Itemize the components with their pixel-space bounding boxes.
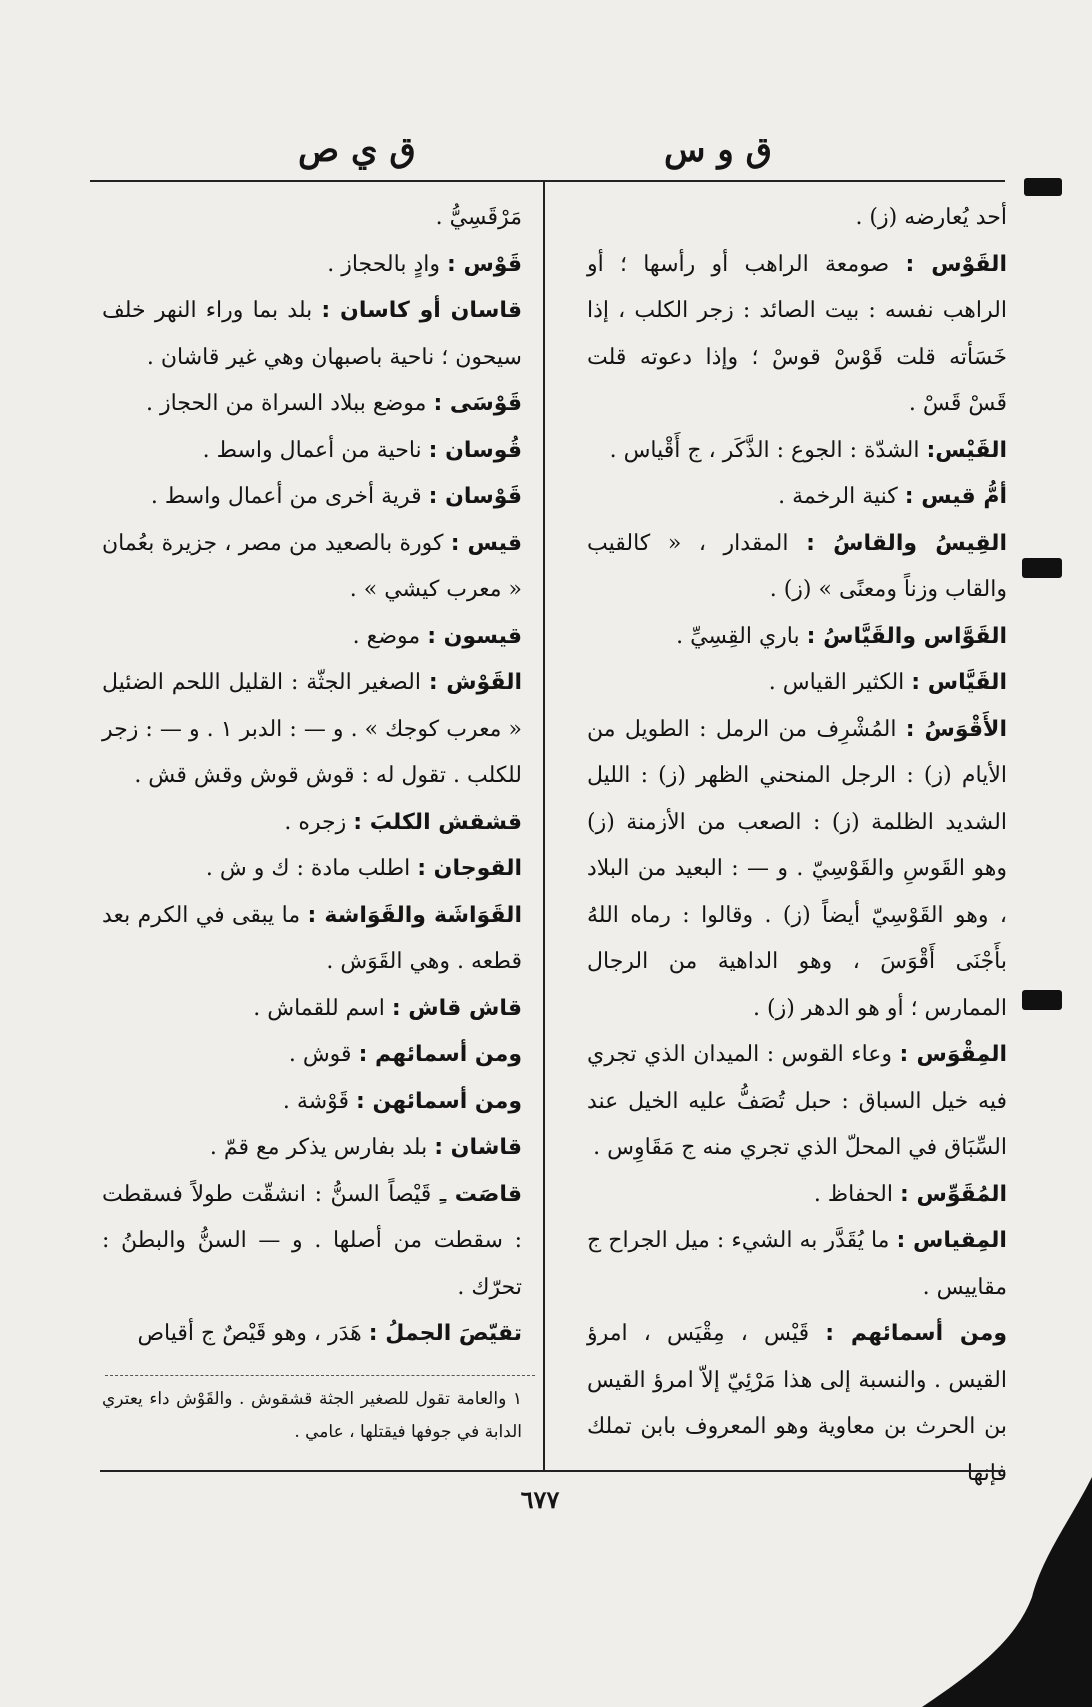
dictionary-entry xyxy=(102,1311,522,1358)
dictionary-entry xyxy=(587,1218,1007,1311)
torn-corner xyxy=(922,1477,1092,1707)
entry-definition: المقدار ، « كالقيب والقاب xyxy=(587,530,1007,602)
dictionary-entry xyxy=(587,521,1007,614)
entry-definition: الحفاظ . xyxy=(813,1181,893,1207)
entry-definition: بلد بما وراء النهر خلف xyxy=(102,298,313,323)
ink-blot xyxy=(1022,990,1062,1010)
entry-continuation: وزناً ومعنًى » (ز) . xyxy=(769,577,939,602)
entry-headword: قَوْس : xyxy=(446,251,522,277)
entry-headword: تقيّصَ الجملُ : xyxy=(368,1321,522,1346)
dictionary-entry xyxy=(102,1032,522,1079)
dictionary-entry xyxy=(587,428,1007,475)
dictionary-entry xyxy=(102,800,522,847)
entry-definition: الشدّة : الجوع : الذَّكَر ، ج أَقْياس . xyxy=(609,437,920,463)
entry-headword: المِقْوَس : xyxy=(899,1042,1007,1067)
dictionary-entry xyxy=(102,288,522,381)
dictionary-entry xyxy=(102,195,522,242)
running-head-right: ق و س xyxy=(664,130,772,170)
entry-continuation: سقطت من أصلها . و — السنُّ والبطنُ : تحرّك . xyxy=(102,1228,522,1300)
top-rule xyxy=(90,180,1005,182)
entry-headword: قيسون : xyxy=(427,623,522,649)
footnote-separator xyxy=(105,1375,535,1376)
dictionary-entry xyxy=(102,1125,522,1172)
entry-definition: وعاء القوس : الميدان الذي تجري xyxy=(587,1042,893,1067)
dictionary-entry xyxy=(102,242,522,289)
dictionary-entry xyxy=(102,614,522,661)
entry-definition: ما يبقى في الكرم بعد xyxy=(102,902,301,928)
entry-headword: المِقياس : xyxy=(896,1228,1007,1253)
entry-definition: الصغير الجثّة : القليل اللحم الضئيل xyxy=(102,670,421,695)
footnote: ١ والعامة تقول للصغير الجثة قشقوش . والقَوْش داء يعتري الدابة في جوفها فيقتلها ، عامي . xyxy=(102,1389,522,1442)
dictionary-entry xyxy=(102,381,522,428)
dictionary-entry xyxy=(102,893,522,986)
dictionary-entry xyxy=(587,1032,1007,1172)
entry-headword: الأَقْوَسُ : xyxy=(905,716,1007,742)
dictionary-entry xyxy=(587,707,1007,1033)
entry-definition: هَدَر ، وهو قَيْصٌ ج أقياص xyxy=(137,1321,362,1346)
entry-continuation: والنسبة إلى هذا مَرْئِيّ إلاّ امرؤ القيس بن الحرث بن معاوية وهو المعروف بابن تملك فإنها xyxy=(587,1367,1007,1486)
entry-definition: ـِ قَيْصاً السنُّ : انشقّت طولاً فسقطت : xyxy=(102,1181,522,1253)
entry-definition: اطلب مادة : ك و ش . xyxy=(205,856,411,881)
ink-blot xyxy=(1024,178,1062,196)
dictionary-entry xyxy=(587,1172,1007,1219)
entry-definition: ناحية من أعمال واسط . xyxy=(202,437,422,463)
dictionary-entry xyxy=(587,660,1007,707)
entry-continuation: نفسه : بيت الصائد : زجر الكلب ، إذا خَسَأته قلت قَوْسْ قوسْ ؛ وإذا دعوته قلت قَسْ قَسْ . xyxy=(587,298,1007,416)
entry-continuation: « معرب كيشي » . xyxy=(349,577,522,602)
entry-headword: قَوْسَى : xyxy=(433,391,522,416)
entry-headword: المُقَوِّس : xyxy=(900,1181,1007,1207)
entry-definition: أحد يُعارضه (ز) . xyxy=(855,205,1007,230)
entry-definition: موضع . xyxy=(352,623,421,649)
left-column xyxy=(102,195,522,1358)
entry-headword: قاش قاش : xyxy=(391,995,522,1021)
entry-definition: اسم للقماش . xyxy=(253,995,385,1021)
entry-definition: المُشْرِف من الرمل : الطويل من xyxy=(587,716,897,742)
entry-headword: القَوَاشَة والقَوَاشة : xyxy=(307,902,522,928)
entry-definition: صومعة الراهب أو رأسها ؛ أو الراهب xyxy=(587,251,1007,323)
entry-definition: كنية الرخمة . xyxy=(778,484,898,509)
entry-continuation: قطعه . وهي القَوَش . xyxy=(326,949,522,974)
entry-continuation: الأيام (ز) : الرجل المنحني الظهر (ز) : الليل الشديد الظلمة (ز) : الصعب من الأزمنة (ز) وهو القَوسِ والقَوْسِيّ . و — : البعيد من البلاد ، وهو القَوْسِيّ أيضاً (ز) . وقالوا : رماه اللهُ بأَجْنَى أَقْوَسَ ، وهو الداهية من الرجال الممارس ؛ أو هو الدهر (ز) . xyxy=(587,763,1007,1021)
dictionary-entry xyxy=(102,1172,522,1312)
entry-headword: قَوْسان : xyxy=(428,484,522,509)
entry-definition: باري القِسِيِّ . xyxy=(676,623,800,649)
entry-headword: قاسان أو كاسان : xyxy=(321,298,522,323)
entry-headword: قيس : xyxy=(450,530,522,556)
entry-definition: قرية أخرى من أعمال واسط . xyxy=(150,484,422,509)
entry-definition: ما يُقَدَّر به الشيء : ميل الجراح ج xyxy=(587,1228,890,1253)
entry-headword: القَوْس : xyxy=(905,251,1007,277)
running-head-left: ق ي ص xyxy=(298,130,416,170)
column-divider xyxy=(543,180,545,1470)
entry-continuation: « معرب كوجك » . و — : الدبر ١ . و — : زجر للكلب . تقول له : قوش قوش وقش قش . xyxy=(102,716,523,788)
dictionary-entry xyxy=(587,474,1007,521)
entry-headword: القَيَّاس : xyxy=(911,670,1007,695)
entry-definition: بلد بفارس يذكر مع قمّ . xyxy=(209,1135,428,1160)
ink-blot xyxy=(1022,558,1062,578)
dictionary-entry xyxy=(102,428,522,475)
entry-headword: القَيْس: xyxy=(926,437,1007,463)
entry-headword: قاصَت xyxy=(454,1181,522,1207)
entry-continuation: سيحون ؛ ناحية باصبهان وهي غير قاشان . xyxy=(146,344,522,370)
dictionary-entry xyxy=(102,986,522,1033)
entry-headword: ومن أسمائهن : xyxy=(356,1088,522,1114)
dictionary-entry xyxy=(587,195,1007,242)
entry-definition: موضع ببلاد السراة من الحجاز . xyxy=(145,391,427,416)
page-number: ٦٧٧ xyxy=(520,1485,560,1514)
entry-headword: ومن أسمائهم : xyxy=(358,1042,522,1067)
entry-definition: قَيْس ، مِقْيَس ، امرؤ القيس . xyxy=(587,1321,1007,1393)
entry-headword: قشقش الكلبَ : xyxy=(353,809,522,835)
dictionary-entry xyxy=(587,614,1007,661)
entry-headword: القوجان : xyxy=(417,856,522,881)
dictionary-entry xyxy=(102,846,522,893)
entry-definition: الكثير القياس . xyxy=(768,670,905,695)
bottom-rule xyxy=(100,1470,1005,1472)
entry-headword: قاشان : xyxy=(434,1135,522,1160)
entry-definition: مَرْقَسِيُّ . xyxy=(435,205,522,230)
entry-headword: قُوسان : xyxy=(428,437,522,463)
entry-headword: القَوَّاس والقَيَّاسُ : xyxy=(806,623,1007,649)
entry-continuation: فيه خيل السباق : حبل تُصَفُّ عليه الخيل عند السِّبَاق في المحلّ الذي تجري منه ج مَقَاوِس . xyxy=(587,1088,1007,1160)
entry-definition: وادٍ بالحجاز . xyxy=(327,251,440,277)
entry-headword: القِيسُ والقاسُ : xyxy=(806,530,1007,556)
entry-headword: أمُّ قيس : xyxy=(904,484,1007,509)
dictionary-entry xyxy=(587,242,1007,428)
entry-definition: زجره . xyxy=(284,809,347,835)
dictionary-entry xyxy=(102,660,522,800)
entry-continuation: مقاييس . xyxy=(922,1274,1007,1300)
entry-headword: القَوْش : xyxy=(428,670,522,695)
dictionary-entry xyxy=(102,1079,522,1126)
entry-headword: ومن أسمائهم : xyxy=(825,1321,1007,1346)
dictionary-entry xyxy=(102,521,522,614)
entry-definition: قوش . xyxy=(288,1042,352,1067)
dictionary-entry xyxy=(102,474,522,521)
right-column xyxy=(587,195,1007,1497)
entry-definition: كورة بالصعيد من مصر ، جزيرة بعُمان xyxy=(102,530,444,556)
entry-definition: قَوْشة . xyxy=(282,1088,350,1114)
